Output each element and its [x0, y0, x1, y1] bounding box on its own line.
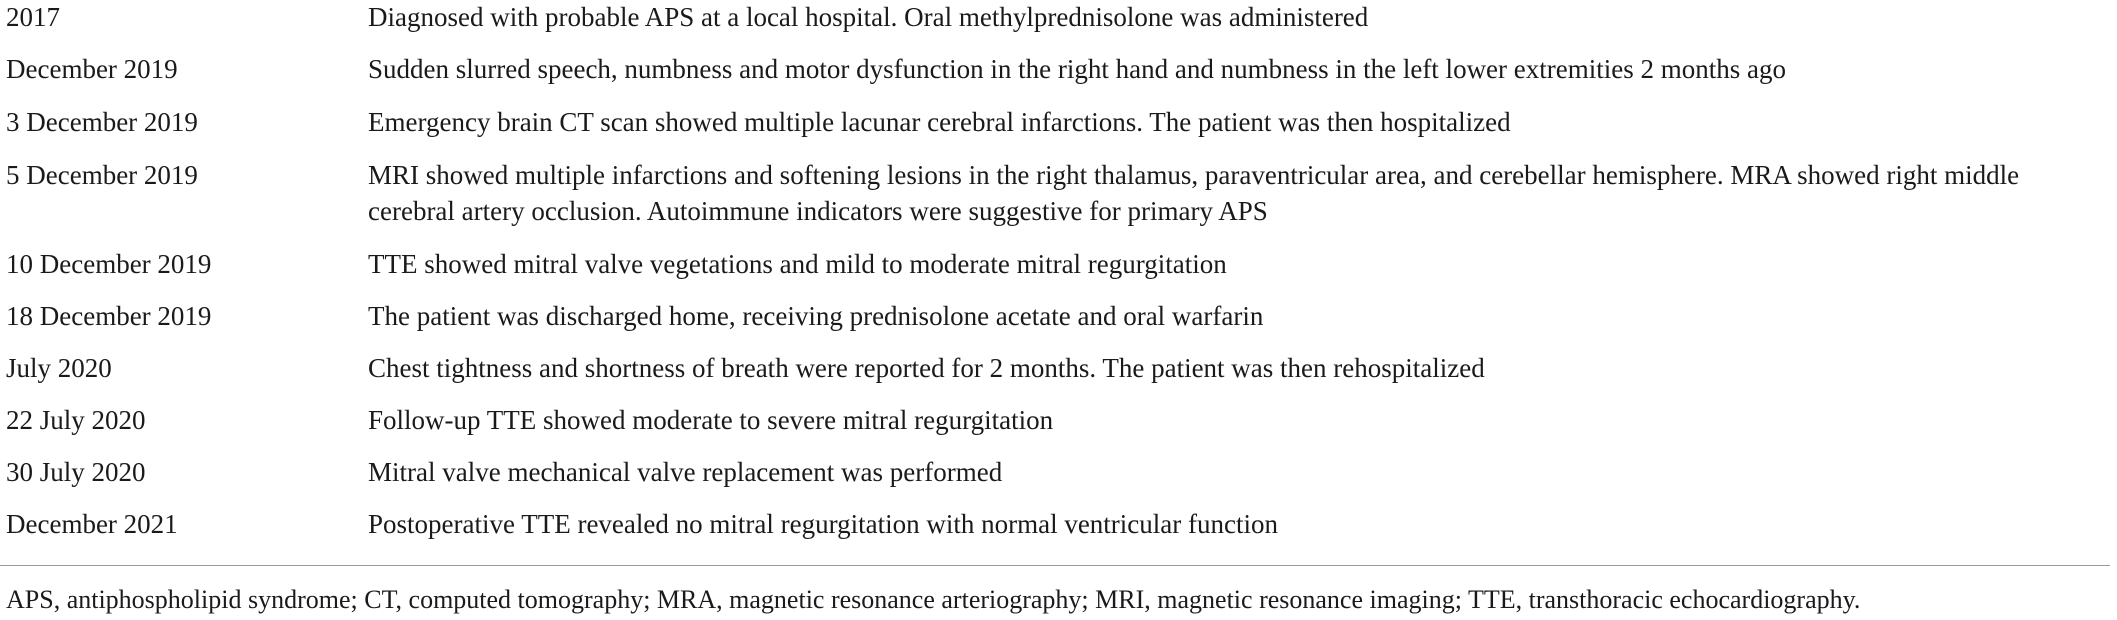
table-footnote: APS, antiphospholipid syndrome; CT, computed tomography; MRA, magnetic resonance arteriography; MRI, magnetic resonance imaging; TTE, transthoracic echocardiography. — [6, 585, 1861, 614]
date-cell: 10 December 2019 — [6, 249, 212, 279]
table-row — [0, 298, 2117, 334]
table-row — [0, 506, 2117, 542]
table-row — [0, 51, 2117, 87]
event-cell: Postoperative TTE revealed no mitral regurgitation with normal ventricular function — [368, 509, 1278, 539]
table-row — [0, 402, 2117, 438]
table-row — [0, 104, 2117, 140]
table-row — [0, 246, 2117, 282]
table-divider — [0, 565, 2110, 566]
event-cell: Mitral valve mechanical valve replacement was performed — [368, 457, 1003, 487]
event-cell: Chest tightness and shortness of breath were reported for 2 months. The patient was then rehospitalized — [368, 353, 1485, 383]
event-cell: Emergency brain CT scan showed multiple lacunar cerebral infarctions. The patient was then hospitalized — [368, 107, 1511, 137]
event-cell: The patient was discharged home, receiving prednisolone acetate and oral warfarin — [368, 301, 1264, 331]
date-cell: 3 December 2019 — [6, 107, 198, 137]
event-cell: TTE showed mitral valve vegetations and mild to moderate mitral regurgitation — [368, 249, 1227, 279]
event-cell: MRI showed multiple infarctions and softening lesions in the right thalamus, paraventricular area, and cerebellar hemisphere. MRA showed right middle cerebral artery occlusion. Autoimmune indicators were suggestive for primary APS — [368, 160, 2020, 226]
event-cell: Diagnosed with probable APS at a local hospital. Oral methylprednisolone was administered — [368, 2, 1369, 32]
date-cell: 2017 — [6, 2, 60, 32]
table-row — [0, 350, 2117, 386]
table-row — [0, 0, 2117, 35]
date-cell: 18 December 2019 — [6, 301, 212, 331]
date-cell: July 2020 — [6, 353, 112, 383]
date-cell: December 2021 — [6, 509, 178, 539]
event-cell: Follow-up TTE showed moderate to severe mitral regurgitation — [368, 405, 1054, 435]
date-cell: 30 July 2020 — [6, 457, 146, 487]
date-cell: 22 July 2020 — [6, 405, 146, 435]
table-row — [0, 157, 2117, 229]
date-cell: 5 December 2019 — [6, 160, 198, 190]
table-row — [0, 454, 2117, 490]
event-cell: Sudden slurred speech, numbness and motor dysfunction in the right hand and numbness in the left lower extremities 2 months ago — [368, 54, 1786, 84]
date-cell: December 2019 — [6, 54, 178, 84]
